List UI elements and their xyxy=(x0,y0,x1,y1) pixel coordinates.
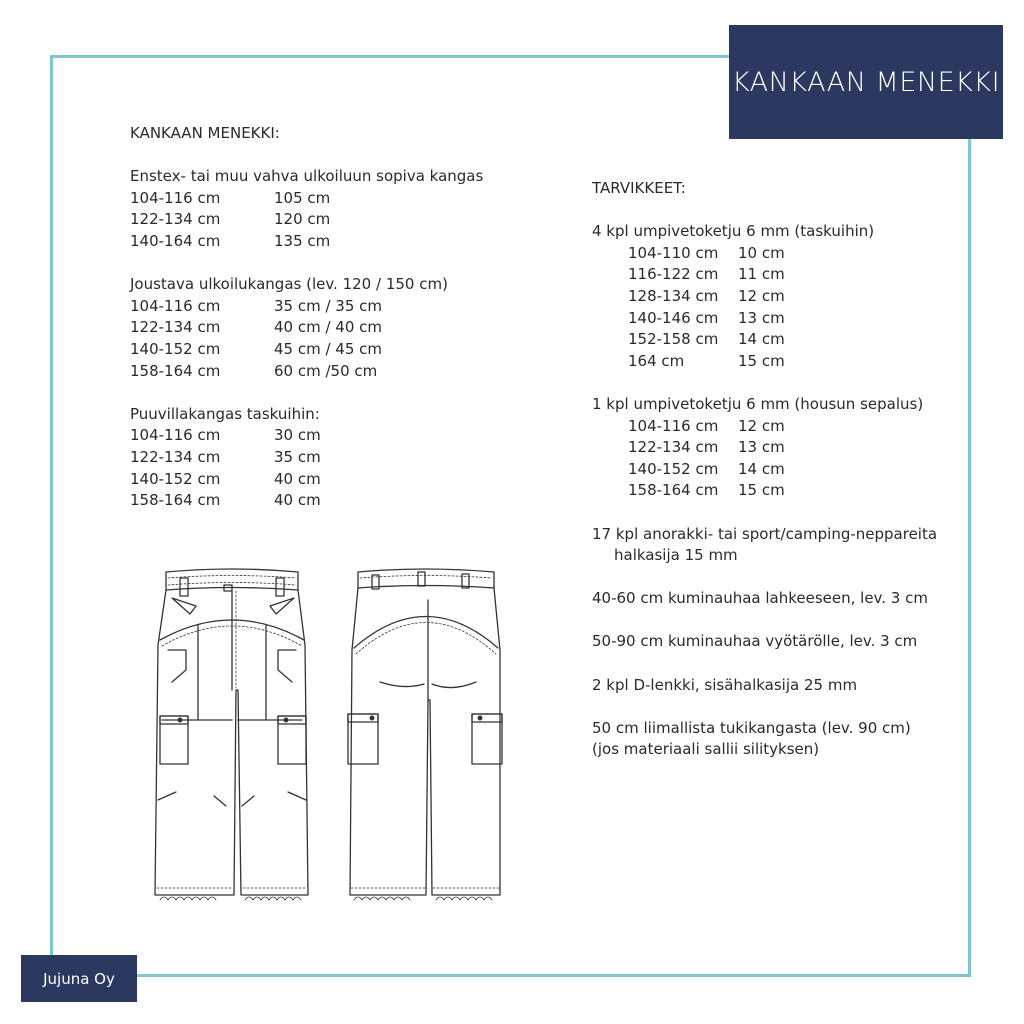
size-row: 122-134 cm 40 cm / 40 cm xyxy=(130,318,383,337)
size-row: 140-146 cm 13 cm xyxy=(628,308,785,327)
supplies-heading: TARVIKKEET: xyxy=(592,179,686,197)
interfacing-text: 50 cm liimallista tukikangasta (lev. 90 cm) xyxy=(592,718,911,737)
elastic-waist-text: 50-90 cm kuminauhaa vyötärölle, lev. 3 cm xyxy=(592,632,918,651)
size-row: 116-122 cm 11 cm xyxy=(628,265,785,284)
size-row: 164 cm 15 cm xyxy=(628,351,785,370)
section-title: Joustava ulkoilukangas (lev. 120 / 150 cm) xyxy=(130,275,448,294)
trousers-front-view xyxy=(155,569,308,900)
zip-pockets-title: 4 kpl umpivetoketju 6 mm (taskuihin) xyxy=(592,222,875,241)
d-rings-text: 2 kpl D-lenkki, sisähalkasija 25 mm xyxy=(592,675,858,694)
size-row: 122-134 cm 13 cm xyxy=(628,438,785,457)
brand-name: Jujuna Oy xyxy=(43,969,115,988)
section-title: Enstex- tai muu vahva ulkoiluun sopiva kangas xyxy=(130,167,484,186)
section-title: Puuvillakangas taskuihin: xyxy=(130,404,320,423)
size-row: 140-152 cm 40 cm xyxy=(130,469,321,488)
size-row: 104-116 cm 105 cm xyxy=(130,188,331,207)
elastic-hem-text: 40-60 cm kuminauhaa lahkeeseen, lev. 3 cm xyxy=(592,589,928,608)
brand-badge xyxy=(21,955,137,1002)
size-row: 152-158 cm 14 cm xyxy=(628,330,785,349)
size-row: 158-164 cm 40 cm xyxy=(130,491,321,510)
trousers-back-view xyxy=(348,569,502,900)
size-row: 122-134 cm 35 cm xyxy=(130,447,321,466)
size-row: 104-116 cm 12 cm xyxy=(628,416,785,435)
size-row: 158-164 cm 60 cm /50 cm xyxy=(130,361,378,380)
size-row: 122-134 cm 120 cm xyxy=(130,210,331,229)
size-row: 158-164 cm 15 cm xyxy=(628,481,785,500)
size-row: 104-116 cm 35 cm / 35 cm xyxy=(130,296,383,315)
size-row: 140-164 cm 135 cm xyxy=(130,231,331,250)
supplies-column xyxy=(592,178,992,761)
interfacing-note: (jos materiaali sallii silityksen) xyxy=(592,740,820,759)
fabric-requirements-column xyxy=(130,123,560,512)
size-row: 128-134 cm 12 cm xyxy=(628,286,785,305)
page-title: KANKAAN MENEKKI xyxy=(731,66,1001,98)
snaps-text: 17 kpl anorakki- tai sport/camping-neppareita xyxy=(592,524,938,543)
snaps-size-text: halkasija 15 mm xyxy=(614,546,738,565)
page-title-banner xyxy=(729,25,1003,139)
size-row: 140-152 cm 45 cm / 45 cm xyxy=(130,339,383,358)
trousers-technical-drawing xyxy=(150,560,510,910)
fabric-heading: KANKAAN MENEKKI: xyxy=(130,124,280,142)
size-row: 104-116 cm 30 cm xyxy=(130,426,321,445)
size-row: 140-152 cm 14 cm xyxy=(628,459,785,478)
zip-fly-title: 1 kpl umpivetoketju 6 mm (housun sepalus) xyxy=(592,394,924,413)
size-row: 104-110 cm 10 cm xyxy=(628,243,785,262)
